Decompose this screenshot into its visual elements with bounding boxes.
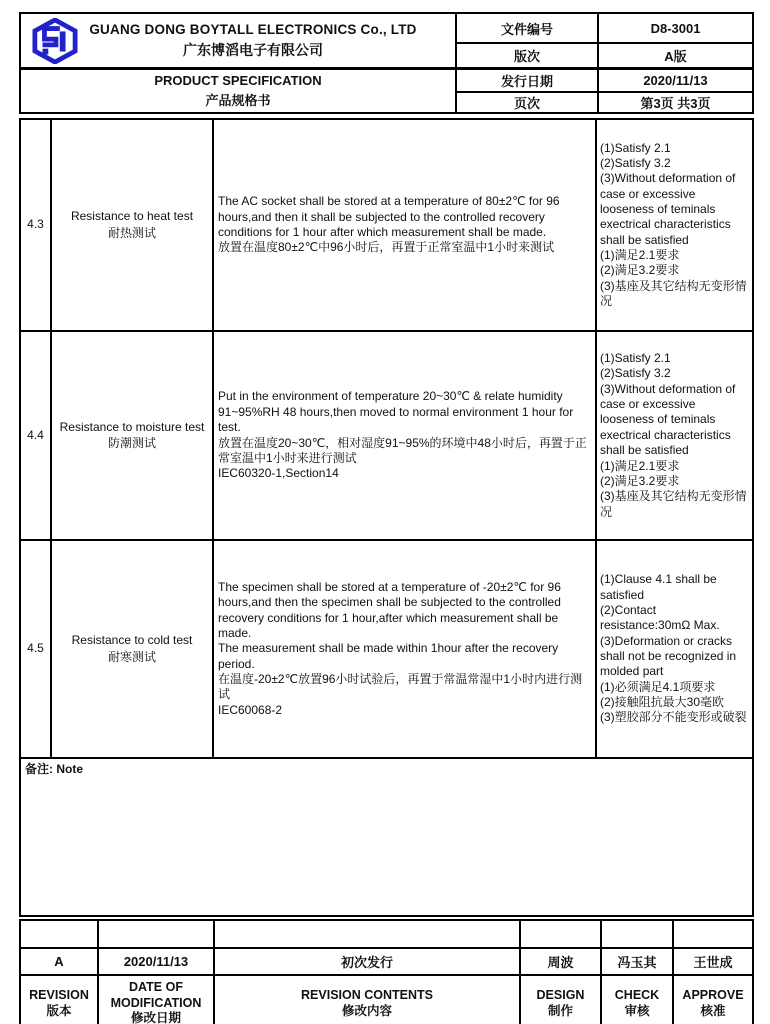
approve-header-zh: 核准 <box>700 1003 726 1018</box>
test-name-en: Resistance to moisture test <box>59 419 205 434</box>
criteria-line: (1)Clause 4.1 shall be satisfied <box>600 572 717 602</box>
criteria-line: (1)Satisfy 2.1 <box>600 351 671 366</box>
revision-header-row <box>20 975 753 1024</box>
revision-entry-check: 冯玉其 <box>601 948 673 975</box>
doc-number-value: D8-3001 <box>598 13 753 43</box>
test-number: 4.4 <box>20 331 51 540</box>
test-name-en: Resistance to heat test <box>70 209 194 224</box>
note-row <box>20 758 753 916</box>
revision-label: 版次 <box>456 43 598 69</box>
criteria-line: (2)Satisfy 3.2 <box>600 366 671 381</box>
design-header-en: DESIGN <box>536 987 585 1002</box>
table-row-4-5 <box>20 540 753 758</box>
procedure-line: The AC socket shall be stored at a temperature of 80±2℃ for 96 hours,and then it shall be subjected to the controlled recovery conditions for 1 hour after which measurement shall be made. <box>218 194 560 239</box>
revision-empty-row <box>20 920 753 948</box>
test-name <box>51 331 213 540</box>
revision-entry-design: 周波 <box>520 948 601 975</box>
revision-col-header <box>20 975 98 1024</box>
contents-header-en: REVISION CONTENTS <box>301 987 433 1002</box>
empty-cell <box>20 920 98 948</box>
design-header-zh: 制作 <box>547 1003 573 1018</box>
doc-title-zh: 产品规格书 <box>205 93 271 108</box>
procedure-line: 放置在温度80±2℃中96小时后，再置于正常室温中1小时来测试 <box>218 240 555 255</box>
procedure-line: Put in the environment of temperature 20~30℃ & relate humidity 91~95%RH 48 hours,then moved to normal environment 1 hour for test. <box>218 389 574 435</box>
test-name-zh: 耐热测试 <box>107 225 156 240</box>
check-header-zh: 审核 <box>624 1003 650 1018</box>
test-criteria <box>596 540 753 758</box>
criteria-line: (2)Contact resistance:30mΩ Max. <box>600 602 720 633</box>
revision-header-zh: 版本 <box>46 1003 72 1018</box>
criteria-line: (3)Without deformation of case or excessive looseness of teminals exectrical characteristics shall be satisfied <box>600 171 736 247</box>
empty-cell <box>520 920 601 948</box>
criteria-line: (1)满足2.1要求 <box>600 248 680 263</box>
company-logo-icon <box>29 18 81 64</box>
criteria-line: (3)Deformation or cracks shall not be recognized in molded part <box>600 633 737 679</box>
revision-entry-rev: A <box>20 948 98 975</box>
revision-entry-row <box>20 948 753 975</box>
procedure-line: 放置在温度20~30℃，相对湿度91~95%的环境中48小时后，再置于正常室温中1小时来进行测试 <box>218 435 587 465</box>
doc-title-cell <box>20 69 456 114</box>
company-name-zh: 广东博滔电子有限公司 <box>183 41 323 58</box>
procedure-line: 在温度-20±2℃放置96小时试验后，再置于常温常湿中1小时内进行测试 <box>218 672 583 702</box>
criteria-line: (1)Satisfy 2.1 <box>600 140 671 155</box>
criteria-line: (1)必须满足4.1项要求 <box>600 679 716 694</box>
test-procedure <box>213 540 596 758</box>
company-block <box>21 14 455 67</box>
test-name-zh: 防潮测试 <box>107 436 156 450</box>
note-label: 备注: Note <box>20 758 753 916</box>
test-name-en: Resistance to cold test <box>71 633 193 648</box>
test-name <box>51 540 213 758</box>
header-row-1 <box>20 13 753 43</box>
company-name <box>81 22 455 60</box>
criteria-line: (3)基座及其它结构无变形情况 <box>600 489 747 519</box>
procedure-line: IEC60320-1,Section14 <box>218 466 339 481</box>
company-cell <box>20 13 456 69</box>
criteria-line: (2)Satisfy 3.2 <box>600 155 671 170</box>
page-number-label: 页次 <box>456 92 598 113</box>
revision-value: A版 <box>598 43 753 69</box>
criteria-line: (3)基座及其它结构无变形情况 <box>600 278 747 309</box>
approve-col-header <box>673 975 753 1024</box>
table-row-4-4 <box>20 331 753 540</box>
empty-cell <box>601 920 673 948</box>
date-header-zh: 修改日期 <box>130 1011 181 1024</box>
criteria-line: (2)满足3.2要求 <box>600 473 680 488</box>
date-header-en: DATE OF MODIFICATION <box>110 980 202 1010</box>
revision-entry-approve: 王世成 <box>673 948 753 975</box>
empty-cell <box>673 920 753 948</box>
criteria-line: (1)满足2.1要求 <box>600 458 680 473</box>
test-number: 4.3 <box>20 119 51 331</box>
design-col-header <box>520 975 601 1024</box>
contents-col-header <box>214 975 520 1024</box>
test-number: 4.5 <box>20 540 51 758</box>
revision-entry-contents: 初次发行 <box>214 948 520 975</box>
check-header-en: CHECK <box>614 987 660 1002</box>
procedure-line: IEC60068-2 <box>218 702 283 717</box>
doc-title-en: PRODUCT SPECIFICATION <box>154 73 322 88</box>
test-criteria <box>596 331 753 540</box>
document-header-table <box>19 12 754 114</box>
issue-date-label: 发行日期 <box>456 69 598 93</box>
criteria-line: (3)Without deformation of case or excessive looseness of teminals exectrical characteristics shall be satisfied <box>600 381 736 458</box>
company-name-en: GUANG DONG BOYTALL ELECTRONICS Co., LTD <box>89 21 417 37</box>
test-name-zh: 耐寒测试 <box>107 649 156 664</box>
procedure-line: The specimen shall be stored at a temperature of -20±2℃ for 96 hours,and then the specimen shall be subjected to the controlled recovery conditions for 1 hour,after which measurement shall be made. <box>218 579 561 640</box>
table-row-4-3 <box>20 119 753 331</box>
procedure-line: The measurement shall be made within 1hour after the recovery period. <box>218 641 559 671</box>
revision-header-en: REVISION <box>29 987 89 1002</box>
test-procedure <box>213 119 596 331</box>
test-procedure <box>213 331 596 540</box>
date-col-header <box>98 975 214 1024</box>
revision-entry-date: 2020/11/13 <box>98 948 214 975</box>
criteria-line: (3)塑胶部分不能变形或破裂 <box>600 710 747 725</box>
issue-date-value: 2020/11/13 <box>598 69 753 93</box>
doc-number-label: 文件编号 <box>456 13 598 43</box>
page-number-value: 第3页 共3页 <box>598 92 753 113</box>
test-criteria <box>596 119 753 331</box>
test-spec-table <box>19 118 754 917</box>
empty-cell <box>214 920 520 948</box>
criteria-line: (2)接触阻抗最大30毫欧 <box>600 695 725 710</box>
criteria-line: (2)满足3.2要求 <box>600 263 680 278</box>
document-body <box>19 12 752 1024</box>
empty-cell <box>98 920 214 948</box>
test-name <box>51 119 213 331</box>
header-row-3 <box>20 69 753 93</box>
check-col-header <box>601 975 673 1024</box>
revision-table <box>19 919 754 1024</box>
contents-header-zh: 修改内容 <box>341 1003 392 1018</box>
approve-header-en: APPROVE <box>682 987 744 1002</box>
